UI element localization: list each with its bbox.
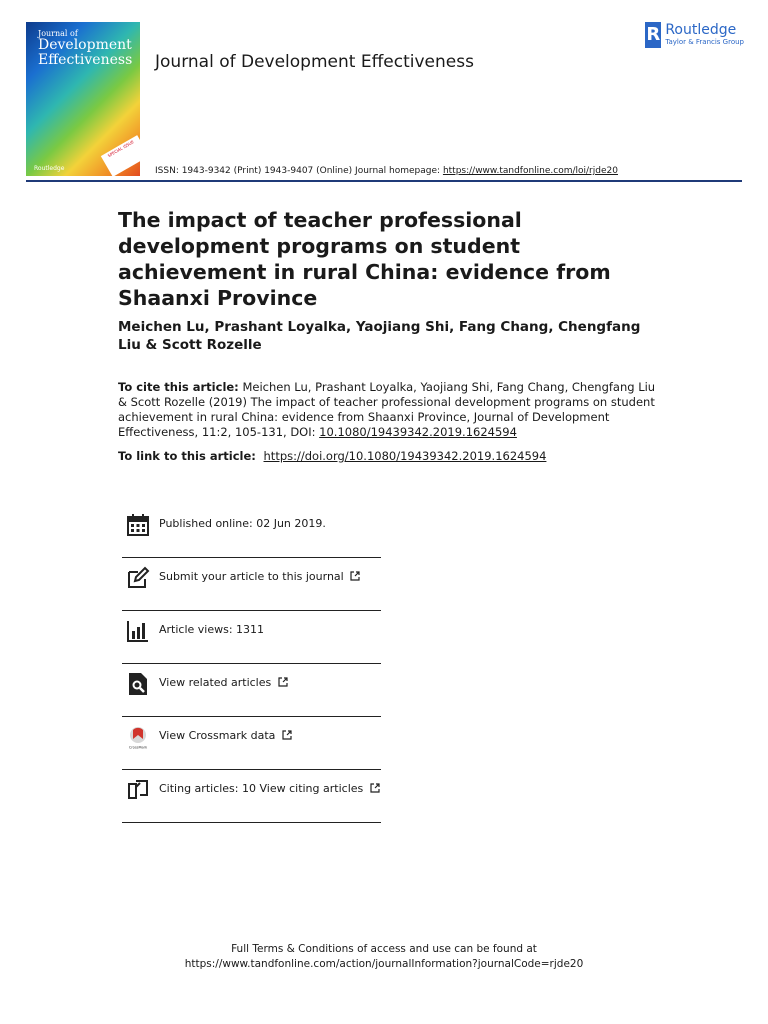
- issn-line: [155, 166, 618, 176]
- header-divider: [26, 180, 742, 182]
- cover-title-line2: Effectiveness: [38, 52, 133, 69]
- issn-text: ISSN: 1943-9342 (Print) 1943-9407 (Online) Journal homepage:: [155, 166, 441, 176]
- article-title: The impact of teacher professional development programs on student achievement in rural China: evidence from Shaanxi Province: [118, 208, 611, 310]
- citing-articles-link[interactable]: Citing articles: 10 View citing articles: [159, 782, 364, 795]
- cite-text: Meichen Lu, Prashant Loyalka, Yaojiang Shi, Fang Chang, Chengfang Liu & Scott Rozelle (2019) The impact of teacher professional development programs on student achievement in rural China: evidence from Shaanxi Province, Journal of Development Effectiveness, 11:2, 105-131, DOI:: [118, 380, 656, 439]
- cover-publisher-logo: Routledge: [34, 165, 65, 172]
- crossmark-row[interactable]: [122, 717, 381, 770]
- submit-article-row[interactable]: [122, 558, 381, 611]
- related-articles-row[interactable]: [122, 664, 381, 717]
- article-authors: Meichen Lu, Prashant Loyalka, Yaojiang Shi, Fang Chang, Chengfang Liu & Scott Rozelle: [118, 319, 641, 353]
- crossmark-logo-text: CrossMark: [128, 745, 148, 749]
- cover-badge: SPECIAL ISSUE: [101, 135, 140, 176]
- crossmark-link[interactable]: View Crossmark data: [159, 729, 276, 742]
- cover-title-small: Journal of: [38, 29, 78, 38]
- journal-homepage-link[interactable]: https://www.tandfonline.com/loi/rjde20: [442, 166, 618, 176]
- external-link-icon: [278, 677, 288, 687]
- journal-cover-image: [26, 22, 140, 176]
- publisher-subtitle: Taylor & Francis Group: [665, 38, 744, 46]
- citing-articles-row[interactable]: [122, 770, 381, 823]
- article-doi-link[interactable]: https://doi.org/10.1080/19439342.2019.1624594: [263, 449, 547, 463]
- citing-documents-icon: [126, 778, 150, 802]
- external-link-icon: [350, 571, 360, 581]
- routledge-logo: [645, 22, 744, 48]
- citation-block: [118, 380, 658, 440]
- published-online-text: Published online: 02 Jun 2019.: [159, 517, 326, 530]
- cover-title: [38, 30, 132, 68]
- calendar-icon: [126, 513, 150, 537]
- cover-title-line1: Development: [38, 37, 132, 54]
- external-link-icon: [370, 783, 380, 793]
- article-info-list: [122, 505, 381, 823]
- related-articles-link[interactable]: View related articles: [159, 676, 272, 689]
- crossmark-icon: [126, 725, 150, 749]
- article-link-block: [118, 449, 678, 464]
- terms-footer: [0, 942, 768, 972]
- cite-label: To cite this article:: [118, 380, 239, 394]
- terms-text: Full Terms & Conditions of access and use can be found at: [231, 943, 537, 955]
- link-label: To link to this article:: [118, 449, 256, 463]
- edit-icon: [126, 566, 150, 590]
- terms-url-link[interactable]: https://www.tandfonline.com/action/journalInformation?journalCode=rjde20: [184, 958, 584, 970]
- article-views-text: Article views: 1311: [159, 623, 265, 636]
- published-online-row: [122, 505, 381, 558]
- bar-chart-icon: [126, 619, 150, 643]
- cite-doi-link[interactable]: 10.1080/19439342.2019.1624594: [319, 425, 517, 439]
- routledge-r-icon: R: [645, 22, 661, 48]
- external-link-icon: [282, 730, 292, 740]
- document-search-icon: [126, 672, 150, 696]
- journal-name: Journal of Development Effectiveness: [155, 52, 474, 72]
- publisher-name: Routledge: [665, 22, 737, 38]
- submit-article-link[interactable]: Submit your article to this journal: [159, 570, 344, 583]
- article-views-row: [122, 611, 381, 664]
